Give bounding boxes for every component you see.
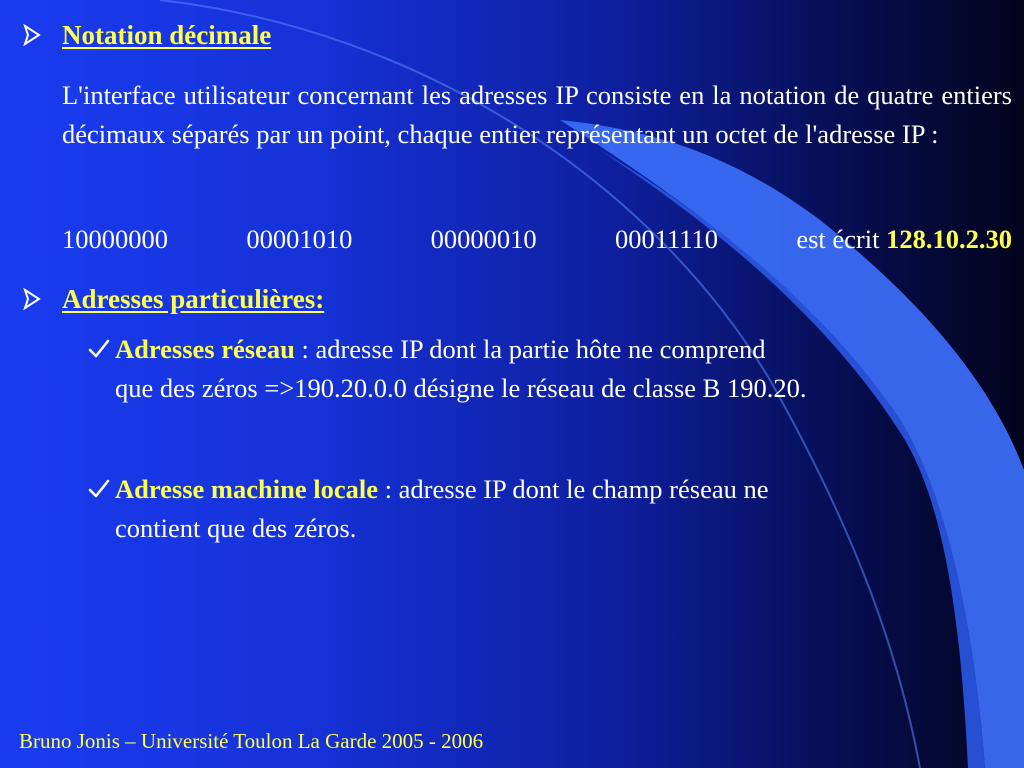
section-heading-notation: Notation décimale [62,20,272,50]
local-machine-address-item [115,470,769,548]
local-machine-def-1: : adresse IP dont le champ réseau ne [378,474,769,504]
octet-1: 10000000 [62,224,168,254]
network-address-def-2: que des zéros =>190.20.0.0 désigne le réseau de classe B 190.20. [115,373,807,403]
arrow-bullet-icon [22,288,42,315]
octet-2: 00001010 [246,224,353,254]
written-label: est écrit [796,224,880,254]
binary-example-row [62,220,1012,259]
network-address-line-1 [115,330,806,369]
octet-4: 00011110 [614,224,718,254]
term-adresse-machine-locale: Adresse machine locale [115,474,378,504]
section-heading-adresses-particulieres: Adresses particulières: [62,284,325,314]
dotted-ip-result: 128.10.2.30 [886,224,1012,254]
local-machine-line-1 [115,470,769,509]
notation-paragraph: L'interface utilisateur concernant les adresses IP consiste en la notation de quatre entiers décimaux séparés par un point, chaque entier représentant un octet de l'adresse IP : [62,80,1012,149]
check-icon [88,338,110,365]
term-adresses-reseau: Adresses réseau [115,334,295,364]
network-address-item [115,330,806,408]
arrow-bullet-icon [22,24,42,51]
network-address-def-1: : adresse IP dont la partie hôte ne comprend [294,334,766,364]
footer-credit: Bruno Jonis – Université Toulon La Garde 2005 - 2006 [19,729,484,753]
check-icon [88,478,110,505]
octet-3: 00000010 [430,224,537,254]
swoosh-band [560,120,1024,768]
example-result [796,220,1012,259]
local-machine-def-2: contient que des zéros. [115,513,357,543]
